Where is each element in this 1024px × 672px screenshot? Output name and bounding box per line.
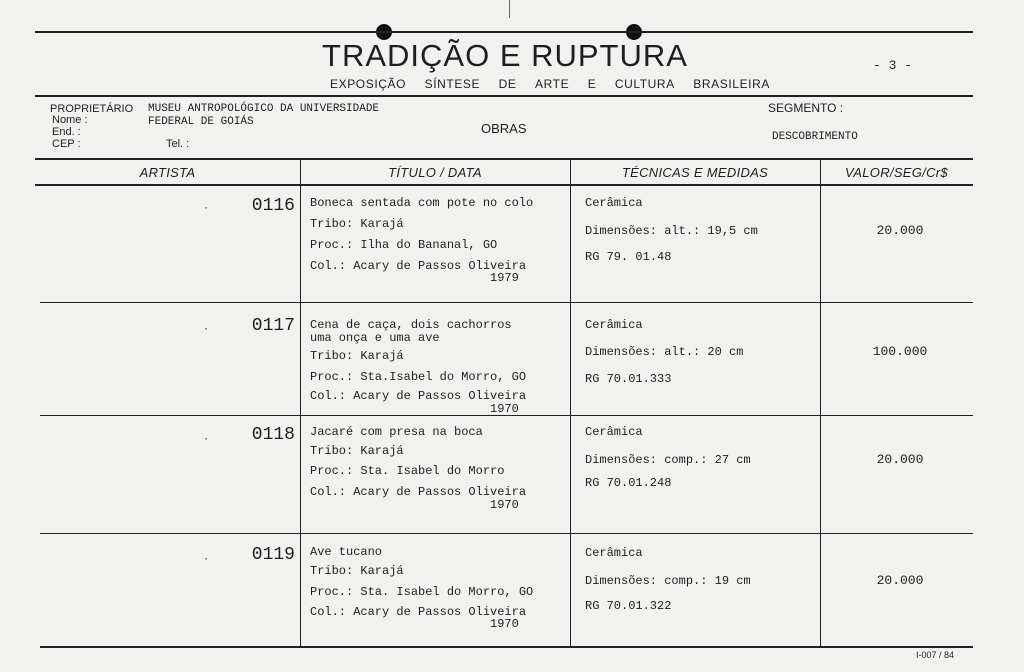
col-header-artista: ARTISTA (139, 165, 196, 180)
subtitle-word: DE (498, 77, 517, 91)
subtitle-word: CULTURA (614, 77, 675, 91)
subtitle-word: E (587, 77, 597, 91)
page-title: TRADIÇÃO E RUPTURA (322, 38, 688, 73)
collection: Col.: Acary de Passos Oliveira (310, 605, 527, 619)
form-code: I-007 / 84 (915, 650, 954, 660)
table-top-rule (35, 158, 973, 160)
page-subtitle (330, 77, 770, 91)
provenance: Proc.: Sta. Isabel do Morro, GO (310, 585, 534, 599)
segmento-label: SEGMENTO : (768, 101, 844, 115)
registry-number: RG 70.01.248 (585, 476, 672, 490)
dimensions: Dimensões: comp.: 19 cm (585, 574, 751, 588)
dimensions: Dimensões: comp.: 27 cm (585, 453, 751, 467)
dimensions: Dimensões: alt.: 20 cm (585, 345, 744, 359)
provenance: Proc.: Sta. Isabel do Morro (310, 464, 505, 478)
catalog-number: 0119 (251, 545, 295, 565)
col-divider (570, 158, 571, 646)
dimensions: Dimensões: alt.: 19,5 cm (585, 224, 758, 238)
registry-number: RG 79. 01.48 (585, 250, 672, 264)
col-divider (820, 158, 821, 646)
subtitle-word: BRASILEIRA (693, 77, 770, 91)
collection: Col.: Acary de Passos Oliveira (310, 389, 527, 403)
page-number: - 3 - (872, 58, 912, 73)
table-bottom-rule (40, 646, 973, 648)
col-divider (300, 158, 301, 646)
registry-number: RG 70.01.333 (585, 372, 672, 386)
year: 1970 (490, 498, 519, 512)
top-rule (35, 31, 973, 33)
year: 1970 (490, 617, 519, 631)
row-dot: · (204, 551, 208, 565)
work-title: Boneca sentada com pote no colo (310, 196, 534, 210)
year: 1970 (490, 402, 519, 414)
row-divider (40, 302, 973, 303)
header-rule (35, 95, 973, 97)
work-title: Cena de caça, dois cachorros (310, 318, 512, 332)
row-dot: · (204, 321, 208, 335)
tel-label: Tel. : (166, 138, 190, 150)
subtitle-word: ARTE (535, 77, 570, 91)
tribe: Tribo: Karajá (310, 217, 404, 231)
table-header-rule (35, 184, 973, 186)
collection: Col.: Acary de Passos Oliveira (310, 259, 527, 273)
work-title: Jacaré com presa na boca (310, 425, 483, 439)
row-divider (40, 533, 973, 534)
col-header-titulo: TÍTULO / DATA (388, 165, 482, 180)
provenance: Proc.: Sta.Isabel do Morro, GO (310, 370, 527, 384)
owner-line-1: MUSEU ANTROPOLÓGICO DA UNIVERSIDADE (148, 103, 380, 115)
cep-label: CEP : (52, 138, 81, 150)
top-center-mark (509, 0, 510, 18)
catalog-number: 0116 (251, 196, 295, 216)
technique: Cerâmica (585, 425, 643, 439)
work-title: uma onça e uma ave (310, 331, 440, 345)
row-divider (40, 415, 973, 416)
subtitle-word: EXPOSIÇÃO (330, 77, 407, 91)
provenance: Proc.: Ilha do Bananal, GO (310, 238, 498, 252)
owner-line-2: FEDERAL DE GOIÁS (148, 116, 254, 128)
proprietario-label: PROPRIETÁRIO (50, 103, 134, 115)
tribe: Tribo: Karajá (310, 444, 404, 458)
value: 20.000 (876, 573, 924, 588)
year: 1979 (490, 271, 519, 285)
row-dot: · (204, 200, 208, 214)
technique: Cerâmica (585, 318, 643, 332)
value: 20.000 (876, 452, 924, 467)
tribe: Tribo: Karajá (310, 564, 404, 578)
subtitle-word: SÍNTESE (424, 77, 481, 91)
value: 100.000 (872, 344, 928, 359)
end-label: End. : (52, 126, 81, 138)
col-header-valor: VALOR/SEG/Cr$ (845, 165, 948, 180)
work-title: Ave tucano (310, 545, 383, 559)
technique: Cerâmica (585, 196, 643, 210)
row-dot: · (204, 431, 208, 445)
catalog-number: 0118 (251, 425, 295, 445)
collection: Col.: Acary de Passos Oliveira (310, 485, 527, 499)
registry-number: RG 70.01.322 (585, 599, 672, 613)
col-header-tecnicas: TÉCNICAS E MEDIDAS (621, 165, 769, 180)
tribe: Tribo: Karajá (310, 349, 404, 363)
technique: Cerâmica (585, 546, 643, 560)
segmento-value: DESCOBRIMENTO (772, 131, 858, 143)
value: 20.000 (876, 223, 924, 238)
nome-label: Nome : (52, 114, 88, 126)
catalog-number: 0117 (251, 316, 295, 336)
obras-label: OBRAS (481, 121, 527, 136)
